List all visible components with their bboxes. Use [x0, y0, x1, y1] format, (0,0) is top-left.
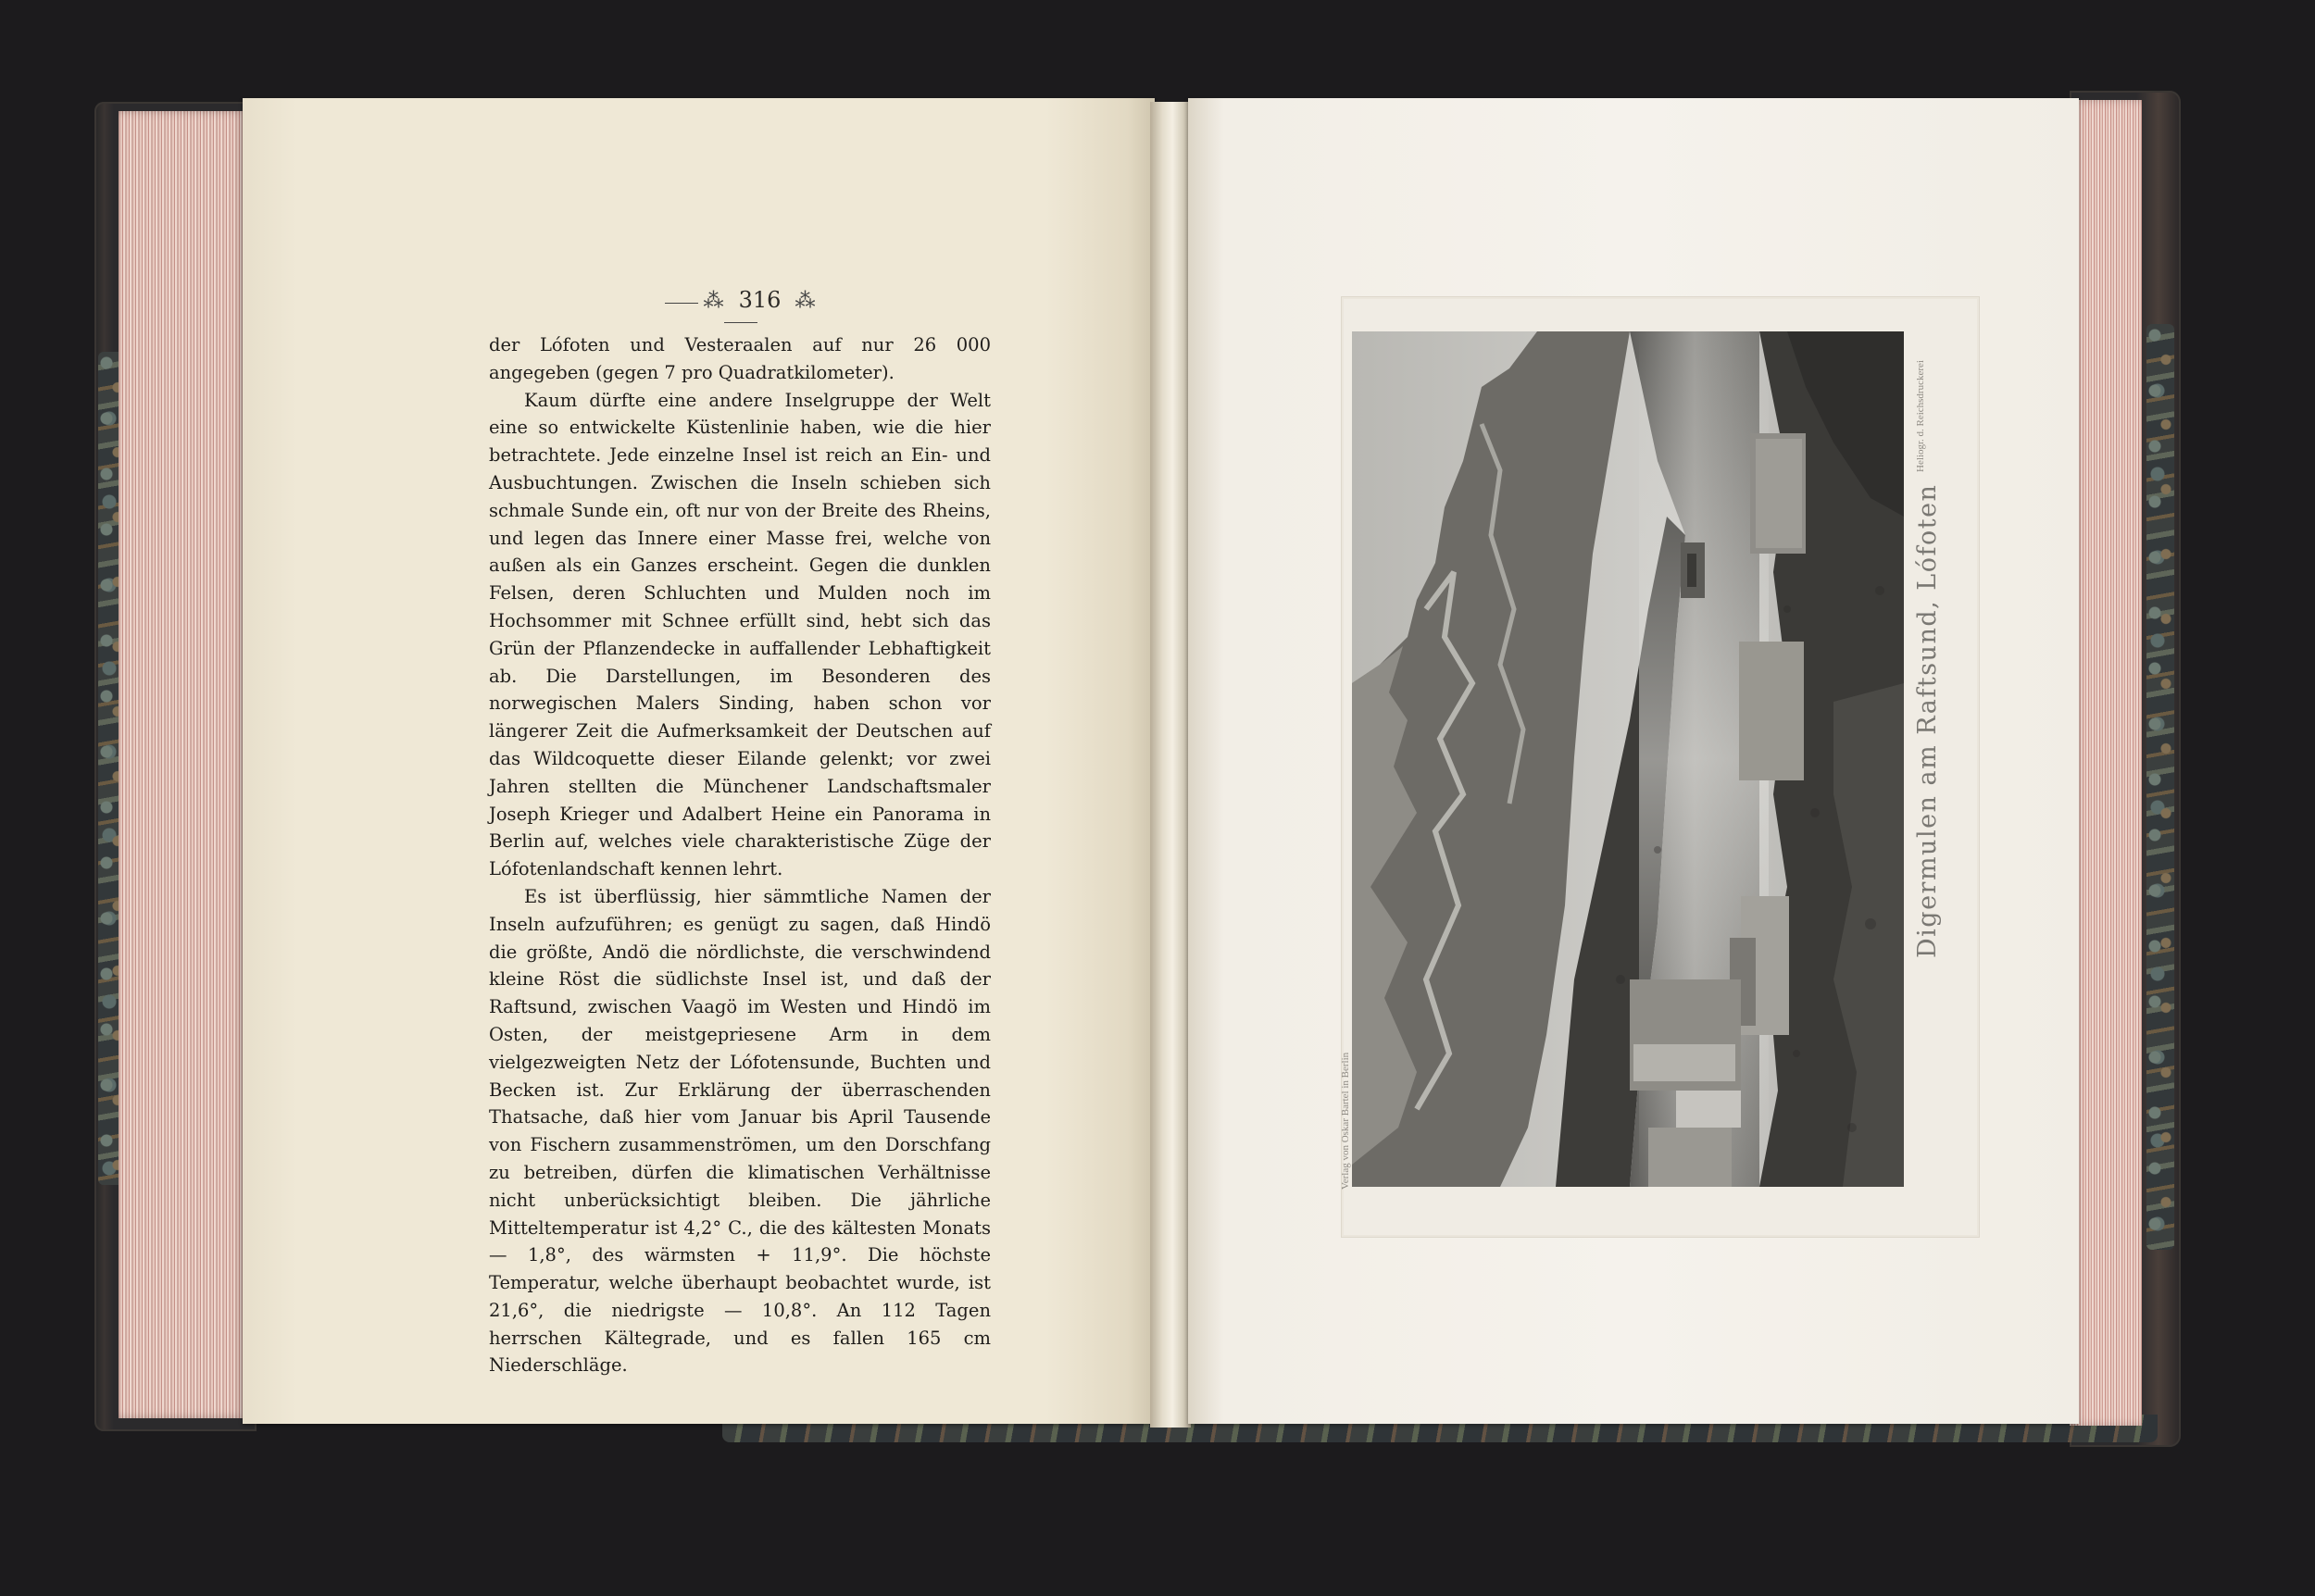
- body-text: [489, 331, 991, 1379]
- header-ornament-right: ⁂: [795, 290, 817, 313]
- header-ornament-left: ⁂: [703, 290, 725, 313]
- heliograph-credit: Heliogr. d. Reichsdruckerei: [1915, 360, 1926, 472]
- page-edges-right: [2070, 100, 2142, 1426]
- publisher-credit: Verlag von Oskar Bartel in Berlin: [1340, 1052, 1351, 1190]
- header-rule-left: [665, 303, 698, 304]
- header-rule-right: [724, 322, 757, 323]
- paragraph-1: der Lófoten und Vesteraalen auf nur 26 000 angegeben (gegen 7 pro Quadratkilometer).: [489, 334, 991, 383]
- page-edges-left: [119, 111, 246, 1418]
- steamer-ship: [1681, 542, 1705, 598]
- marbled-board-right: [2146, 324, 2174, 1250]
- book-gutter: [1150, 102, 1191, 1428]
- page-header: [648, 287, 833, 324]
- paragraph-3: Es ist überflüssig, hier sämmtliche Namen der Inseln aufzuführen; es genügt zu sagen, daß Hindö die größte, Andö die nördlichste, die verschwindend kleine Röst die südlichste Insel ist, und daß der Raftsund, zwischen Vaagö im Westen und Hindö im Osten, der meistgepriesene Arm in dem vielgezweigten Netz der Lófotensunde, Buchten und Becken ist. Zur Erklärung der überraschenden Thatsache, daß hier vom Januar bis April Tausende von Fischern zusammenströmen, um den Dorschfang zu betreiben, dürfen die klimatischen Verhältnisse nicht unberücksichtigt bleiben. Die jährliche Mitteltemperatur ist 4,2° C., die des kältesten Monats — 1,8°, des wärmsten + 11,9°. Die höchste Temperatur, welche überhaupt beobachtet wurde, ist 21,6°, die niedrigste — 10,8°. An 112 Tagen herrschen Kältegrade, und es fallen 165 cm Niederschläge.: [489, 885, 991, 1377]
- photo-caption: Digermulen am Raftsund, Lófoten: [1913, 483, 1942, 958]
- paragraph-2: Kaum dürfte eine andere Inselgruppe der Welt eine so entwickelte Küstenlinie haben, wie die hier betrachtete. Jede einzelne Insel ist reich an Ein- und Ausbuchtungen. Zwischen die Inseln schieben sich schmale Sunde ein, oft nur von der Breite des Rheins, und legen das Innere einer Masse frei, welche von außen als ein Ganzes erscheint. Gegen die dunklen Felsen, deren Schluchten und Mulden noch im Hochsommer mit Schnee erfüllt sind, hebt sich das Grün der Pflanzendecke in auffallender Lebhaftigkeit ab. Die Darstellungen, im Besonderen des norwegischen Malers Sinding, haben schon vor längerer Zeit die Aufmerksamkeit der Deutschen auf das Wildcoquette dieser Eilande gelenkt; vor zwei Jahren stellten die Münchener Landschaftsmaler Joseph Krieger und Adalbert Heine ein Panorama in Berlin auf, welches viele charakteristische Züge der Lófotenlandschaft kennen lehrt.: [489, 389, 991, 880]
- page-number: 316: [738, 287, 782, 313]
- landscape-photograph: [1352, 331, 1904, 1187]
- landscape-photo-image: [1352, 331, 1904, 1187]
